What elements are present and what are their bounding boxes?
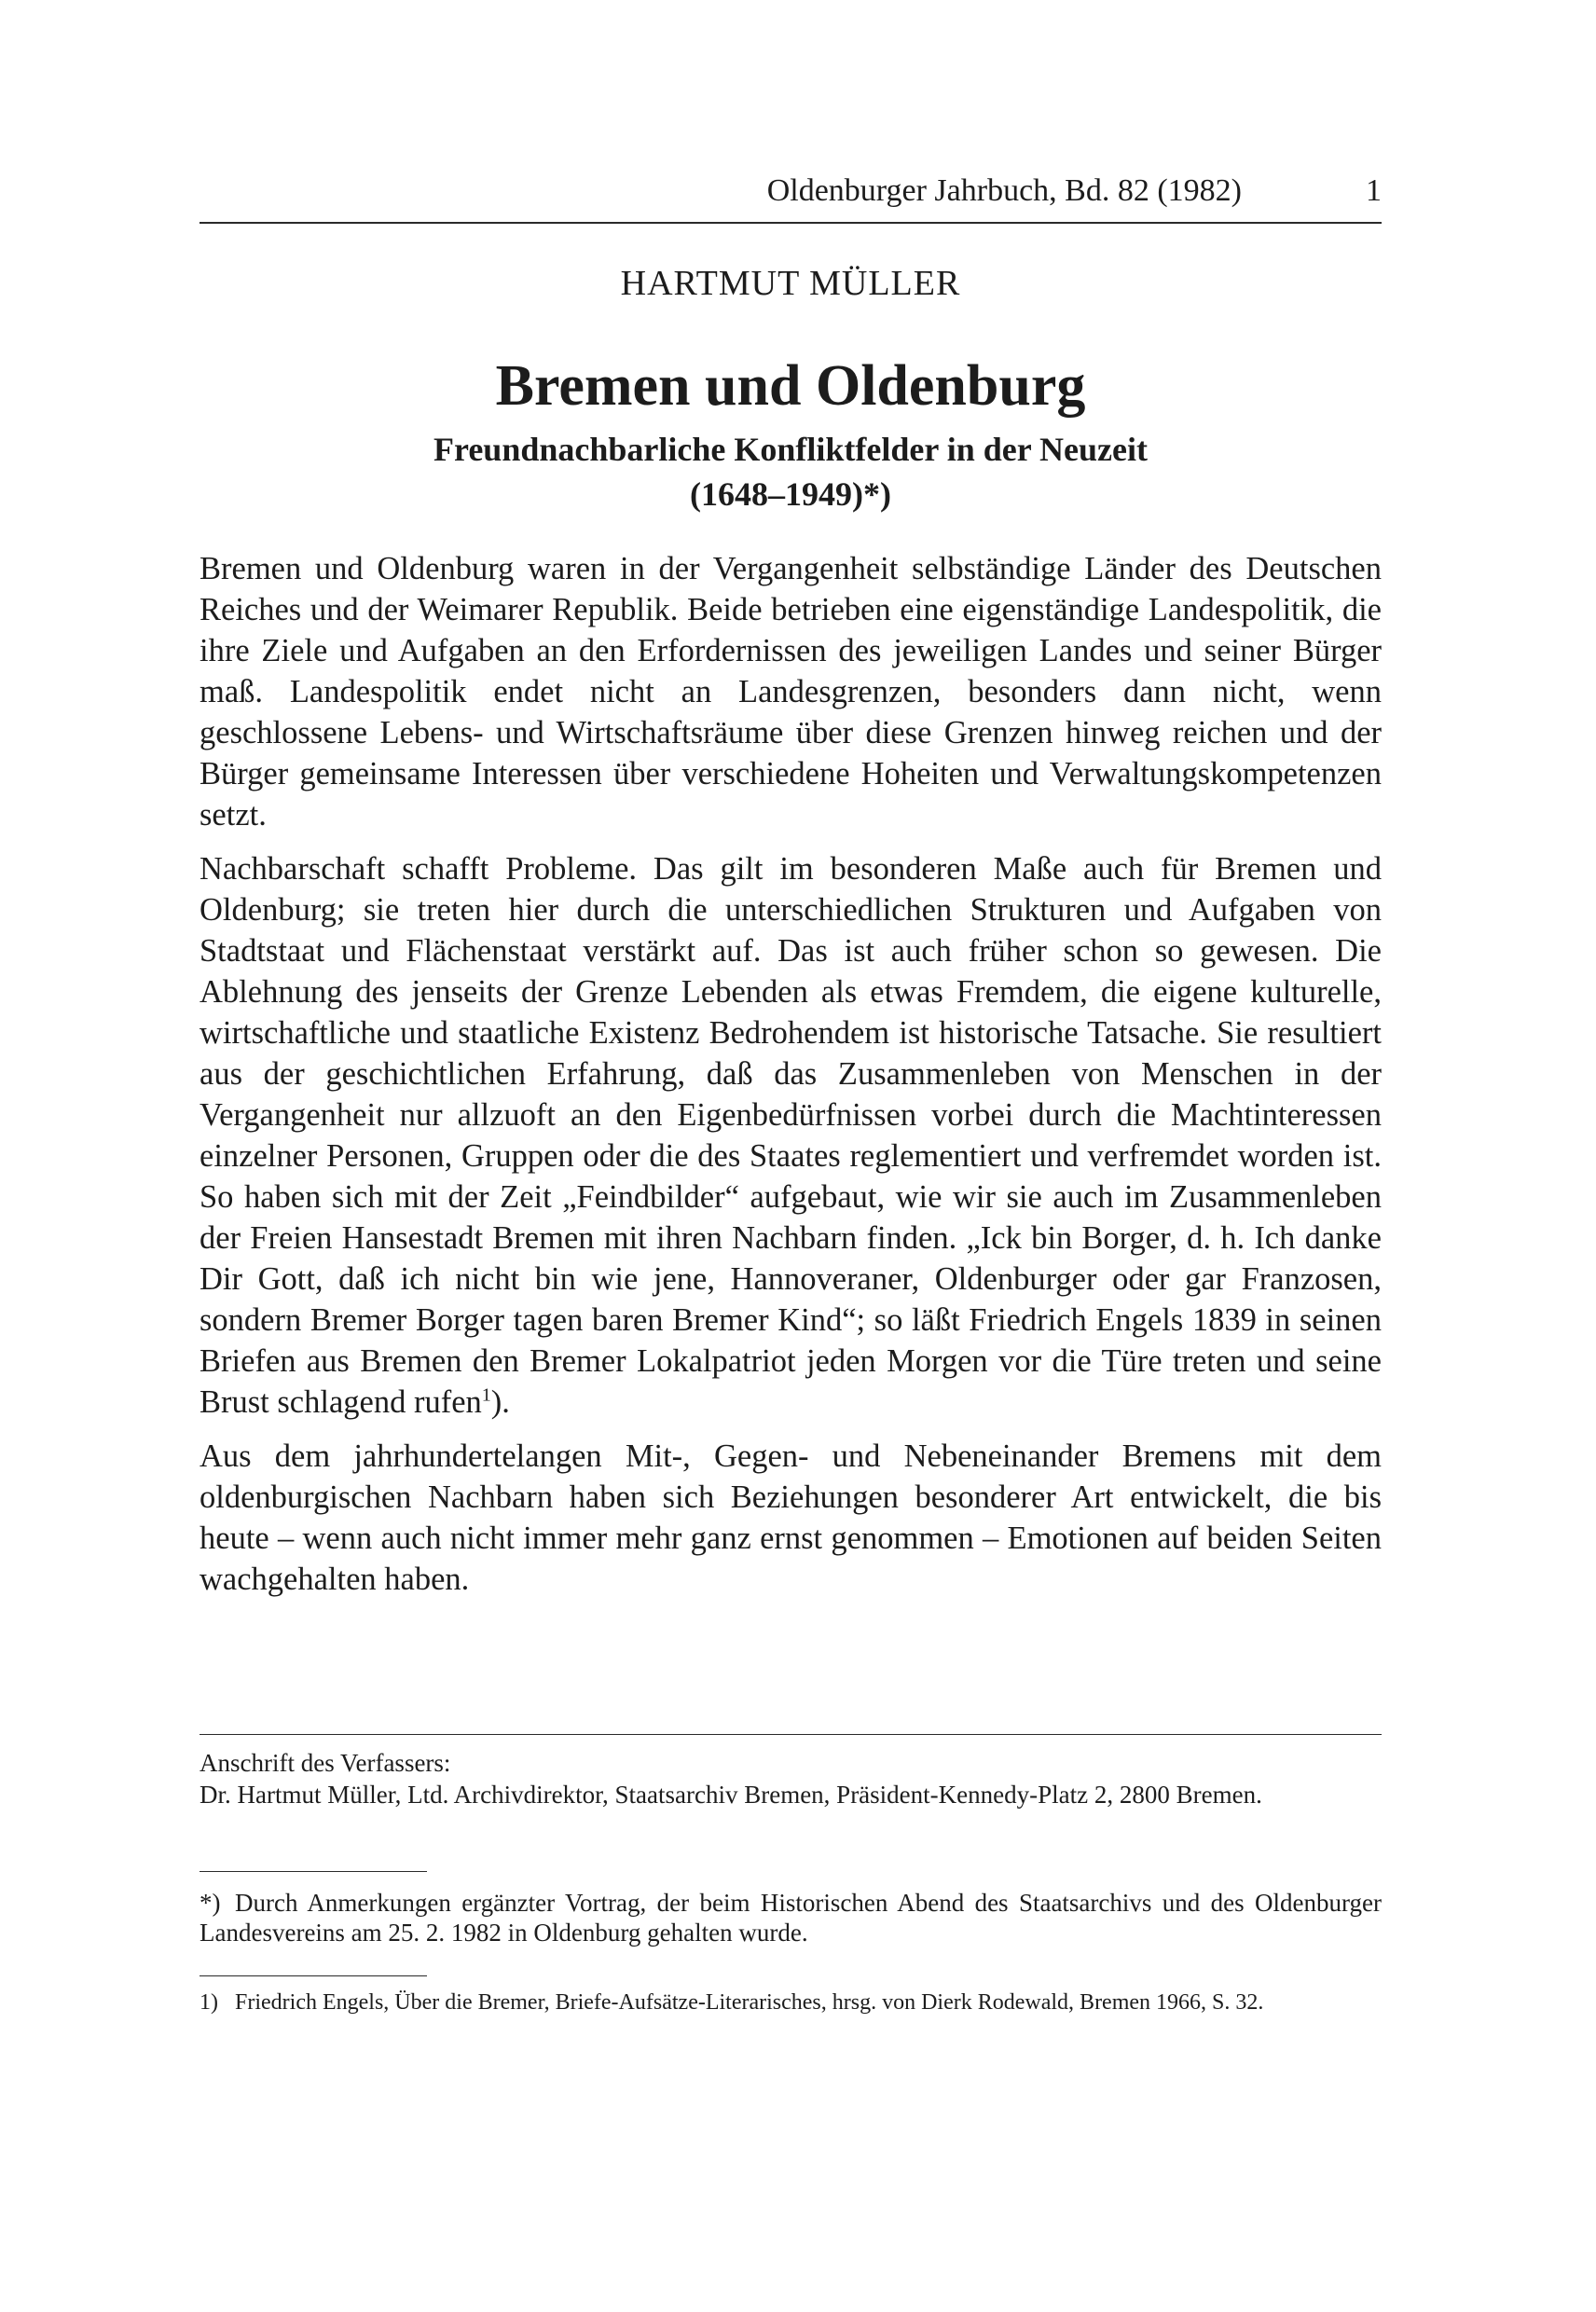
footnote-1-marker: 1) xyxy=(200,1990,218,2015)
paragraph-2-text: Nachbarschaft schafft Probleme. Das gilt im besonderen Maße auch für Bremen und Oldenburg; sie treten hier durch die unterschiedlichen Strukturen und Aufgaben von Stadtstaat und Flächenstaat verstärkt auf. Das ist auch früher schon so gewesen. Die Ablehnung des jenseits der Grenze Lebenden als etwas Fremdem, die eigene kulturelle, wirtschaftliche und staatliche Existenz Bedrohendem ist historische Tatsache. Sie resultiert aus der geschichtlichen Erfahrung, daß das Zusammenleben von Menschen in der Vergangenheit nur allzuoft an den Eigenbedürfnissen vorbei durch die Machtinteressen einzelner Personen, Gruppen oder die des Staates reglementiert und verfremdet worden ist. So haben sich mit der Zeit „Feindbilder“ aufgebaut, wie wir sie auch im Zusammenleben der Freien Hansestadt Bremen mit ihren Nachbarn finden. „Ick bin Borger, d. h. Ich danke Dir Gott, daß ich nicht bin wie jene, Hannoveraner, Oldenburger oder gar Franzosen, sondern Bremer Borger tagen baren Bremer Kind“; so läßt Friedrich Engels 1839 in seinen Briefen aus Bremen den Bremer Lokalpatriot jeden Morgen vor die Türe treten und seine Brust schlagend rufen xyxy=(200,851,1382,1420)
paragraph-2-end: ). xyxy=(490,1384,510,1420)
body-paragraph-2 xyxy=(200,848,1382,1423)
footnote-reference-1: 1 xyxy=(481,1384,491,1406)
footnote-rule-2 xyxy=(200,1975,427,1976)
article-subtitle xyxy=(200,427,1382,516)
author-address xyxy=(200,1747,1382,1810)
article-title: Bremen und Oldenburg xyxy=(495,354,1086,418)
header-rule xyxy=(200,222,1382,224)
footnote-star xyxy=(200,1888,1382,1947)
article-body xyxy=(200,548,1382,1613)
address-label: Anschrift des Verfassers: xyxy=(200,1749,451,1777)
footnote-1 xyxy=(200,1989,1382,2016)
journal-title: Oldenburger Jahrbuch, Bd. 82 (1982) xyxy=(766,173,1242,208)
page-number: 1 xyxy=(1366,173,1382,208)
address-text: Dr. Hartmut Müller, Ltd. Archivdirektor, Staatsarchiv Bremen, Präsident-Kennedy-Platz 2, 2800 Bremen. xyxy=(200,1781,1262,1809)
footnote-1-text: Friedrich Engels, Über die Bremer, Briefe-Aufsätze-Literarisches, hrsg. von Dierk Rodewald, Bremen 1966, S. 32. xyxy=(235,1990,1264,2015)
footnote-star-text: Durch Anmerkungen ergänzter Vortrag, der beim Historischen Abend des Staatsarchivs und des Oldenburger Landesvereins am 25. 2. 1982 in Oldenburg gehalten wurde. xyxy=(200,1889,1382,1947)
author-name: HARTMUT MÜLLER xyxy=(620,264,961,303)
footnote-rule xyxy=(200,1871,427,1872)
body-paragraph-1: Bremen und Oldenburg waren in der Vergangenheit selbständige Länder des Deutschen Reiches und der Weimarer Republik. Beide betrieben eine eigenständige Landespolitik, die ihre Ziele und Aufgaben an den Erfordernissen des jeweiligen Landes und seiner Bürger maß. Landespolitik endet nicht an Landesgrenzen, besonders dann nicht, wenn geschlossene Lebens- und Wirtschaftsräume über diese Grenzen hinweg reichen und der Bürger gemeinsame Interessen über verschiedene Hoheiten und Verwaltungskompetenzen setzt. xyxy=(200,551,1382,833)
subtitle-line-2: (1648–1949)*) xyxy=(690,475,891,513)
address-rule xyxy=(200,1734,1382,1735)
running-head xyxy=(200,168,1382,214)
footnote-star-marker: *) xyxy=(200,1889,221,1917)
subtitle-line-1: Freundnachbarliche Konfliktfelder in der Neuzeit xyxy=(433,431,1148,468)
body-paragraph-3: Aus dem jahrhundertelangen Mit-, Gegen- und Nebeneinander Bremens mit dem oldenburgischen Nachbarn haben sich Beziehungen besonderer Art entwickelt, die bis heute – wenn auch nicht immer mehr ganz ernst genommen – Emotionen auf beiden Seiten wachgehalten haben. xyxy=(200,1438,1382,1597)
